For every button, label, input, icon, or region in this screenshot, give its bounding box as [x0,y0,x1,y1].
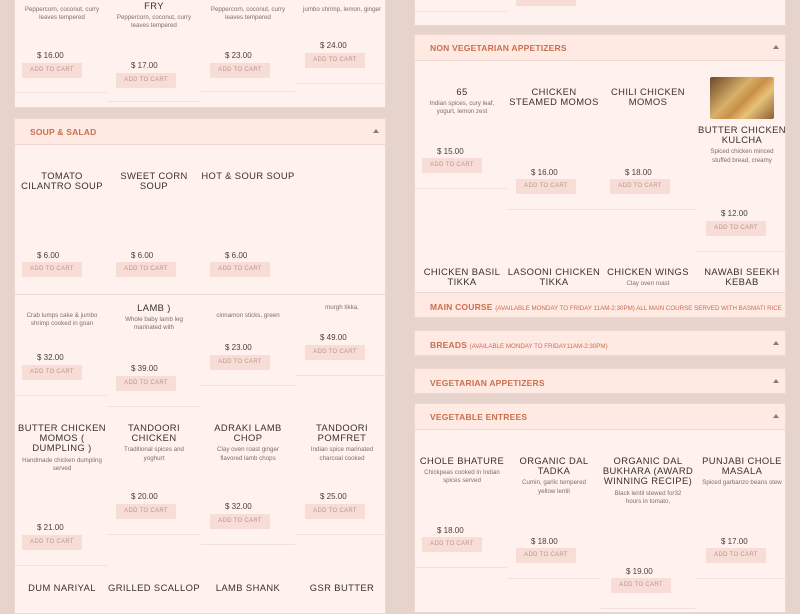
item-name: CHOLE BHATURE [419,455,505,466]
item-price: $ 49.00 [320,333,347,342]
item-desc: murgh tikka, [325,304,359,311]
divider [507,209,601,210]
divider [415,188,507,189]
divider [415,567,507,568]
item-desc: Crab lumps cake & jumbo shrimp cooked in goan [26,312,98,328]
section-title: NON VEGETARIAN APPETIZERS [430,43,567,53]
item-name: ADRAKI LAMB CHOP [214,422,282,444]
divider [601,209,695,210]
item-price: $ 18.00 [625,168,652,177]
menu-item [507,456,601,496]
divider [695,578,787,579]
item-name: NAWABI SEEKH KEBAB [704,266,780,288]
item-desc: Spiced garbanzo beans stew [702,479,782,487]
quadrant-bottom-left [0,300,400,600]
item-price: $ 18.00 [437,526,464,535]
add-to-cart-button[interactable]: ADD TO CART [210,514,270,529]
add-to-cart-button[interactable]: ADD TO CART [706,221,766,236]
menu-item [507,267,601,287]
menu-item [415,456,509,486]
quadrant-top-right [400,0,800,300]
item-name: LAMB SHANK [215,582,281,593]
add-to-cart-button[interactable]: ADD TO CART [422,158,482,173]
divider [201,544,295,545]
section-header[interactable] [15,119,385,145]
menu-item [601,87,695,107]
quadrant-bottom-right [400,300,800,600]
item-price: $ 23.00 [225,343,252,352]
item-price: $ 24.00 [320,41,347,50]
divider [507,578,601,579]
add-to-cart-button[interactable]: ADD TO CART [305,53,365,68]
menu-item [695,267,789,287]
item-name: FRY [144,0,164,11]
item-name: BUTTER CHICKEN MOMOS ( DUMPLING ) [18,422,106,454]
menu-item [295,583,389,593]
menu-item [107,171,201,191]
item-price: $ 19.00 [626,567,653,576]
tandoor-panel [14,294,386,614]
section-title: VEGETARIAN APPETIZERS [430,378,545,388]
item-name: CHICKEN BASIL TIKKA [423,266,501,288]
item-price: $ 12.00 [721,209,748,218]
menu-item [15,3,109,22]
item-price: $ 6.00 [131,251,154,260]
item-price: $ 6.00 [37,251,60,260]
item-name: 65 [456,86,468,97]
item-desc: Spiced chicken minced stuffed bread, creamy [710,148,774,164]
add-to-cart-button[interactable]: ADD TO CART [706,548,766,563]
add-to-cart-button[interactable]: ADD TO CART [210,262,270,277]
item-desc: Peppercorn, coconut, curry leaves tempered [116,14,192,30]
add-to-cart-button[interactable]: ADD TO CART [611,578,671,593]
item-desc: Cumin, garlic tempered yellow lentil [522,479,586,495]
breads-header[interactable] [414,330,786,356]
item-desc: Handmade chicken dumpling served [22,456,102,472]
non-veg-appetizers-panel [414,34,786,314]
add-to-cart-button[interactable]: ADD TO CART [516,548,576,563]
add-to-cart-button[interactable]: ADD TO CART [116,376,176,391]
divider [15,395,107,396]
item-desc: Whole baby lamb leg marinated with [125,316,183,332]
section-header[interactable] [415,35,785,61]
item-name: SWEET CORN SOUP [120,170,188,192]
item-name: CHICKEN STEAMED MOMOS [509,86,599,108]
main-course-header[interactable] [414,292,786,318]
item-desc: Peppercorn, coconut, curry leaves tempered [210,6,286,22]
chevron-up-icon[interactable] [773,414,779,418]
divider [295,534,387,535]
item-price: $ 6.00 [225,251,248,260]
food-photo[interactable] [710,77,774,119]
item-price: $ 16.00 [37,51,64,60]
menu-item [15,583,109,593]
item-desc: jumbo shrimp, lemon, ginger [302,6,382,13]
soup-salad-panel [14,118,386,318]
menu-item [201,423,295,463]
item-desc: Indian spice marinated charcoal cooked [310,446,374,462]
previous-section-panel [414,0,786,26]
menu-item [15,423,109,473]
add-to-cart-button[interactable]: ADD TO CART [116,73,176,88]
vegetarian-appetizers-header[interactable] [414,368,786,394]
menu-item [415,87,509,117]
menu-item [695,456,789,488]
item-name: TANDOORI POMFRET [316,422,368,444]
menu-item [601,267,695,288]
menu-item [201,309,295,320]
section-title-text: MAIN COURSE [430,302,493,312]
item-desc: Clay oven roast [626,280,670,288]
add-to-cart-button[interactable]: ADD TO CART [210,355,270,370]
item-price: $ 25.00 [320,492,347,501]
divider [601,608,695,609]
item-name: CHILI CHICKEN MOMOS [611,86,685,108]
add-to-cart-button[interactable]: ADD TO CART [116,504,176,519]
quadrant-top-left [0,0,400,300]
item-price: $ 21.00 [37,523,64,532]
item-desc: Clay oven roast ginger flavored lamb chops [217,446,279,462]
add-to-cart-button[interactable]: ADD TO CART [610,179,670,194]
chevron-up-icon[interactable] [773,341,779,345]
item-price: $ 39.00 [131,364,158,373]
add-to-cart-button[interactable]: ADD TO CART [22,365,82,380]
menu-item [201,583,295,593]
item-name: PUNJABI CHOLE MASALA [702,455,782,477]
menu-item [295,301,389,312]
divider [107,101,201,102]
item-name: CHICKEN WINGS [607,266,689,277]
menu-item [295,3,389,14]
menu-item [201,3,295,22]
menu-item [507,87,601,107]
menu-item [15,309,109,328]
divider [107,534,201,535]
divider [201,385,295,386]
item-price: $ 32.00 [225,502,252,511]
item-price: $ 17.00 [131,61,158,70]
item-price: $ 16.00 [531,168,558,177]
item-desc: Peppercorn, coconut, curry leaves tempered [24,6,100,22]
item-price: $ 15.00 [437,147,464,156]
menu-item [695,77,789,165]
vegetable-entrees-panel [414,403,786,613]
chevron-up-icon[interactable] [773,379,779,383]
item-name: HOT & SOUR SOUP [201,170,295,181]
item-name: TOMATO CILANTRO SOUP [21,170,103,192]
divider [15,565,107,566]
menu-item [107,583,201,593]
item-desc: Black lentil stewed for32 hours in tomato, [614,489,682,505]
menu-item [15,171,109,191]
add-to-cart-button[interactable]: ADD TO CART [305,504,365,519]
menu-item [295,423,389,463]
item-name: DUM NARIYAL [28,582,96,593]
section-subtitle: (AVAILABLE MONDAY TO FRIDAY 11AM-2:30PM) ALL MAIN COURSE SERVED WITH BASMATI RICE [495,305,782,312]
section-title-text: BREADS [430,340,468,350]
add-to-cart-button[interactable]: ADD TO CART [22,535,82,550]
menu-item [415,267,509,287]
add-to-cart-button[interactable]: ADD TO CART [210,63,270,78]
menu-item [201,171,295,181]
item-name: TANDOORI CHICKEN [128,422,180,444]
divider [295,375,387,376]
divider [201,91,295,92]
section-title: VEGETABLE ENTREES [430,412,528,422]
menu-item [601,456,695,506]
add-to-cart-button[interactable]: ADD TO CART [516,179,576,194]
item-desc: Traditional spices and yoghurt [124,446,184,462]
add-to-cart-button[interactable]: ADD TO CART [305,345,365,360]
divider [415,11,507,12]
divider [295,83,387,84]
divider [15,92,107,93]
item-name: GRILLED SCALLOP [108,582,200,593]
menu-item [107,423,201,463]
add-to-cart-button[interactable]: ADD TO CART [116,262,176,277]
add-to-cart-button[interactable]: ADD TO CART [422,537,482,552]
item-price: $ 17.00 [721,537,748,546]
section-title: SOUP & SALAD [30,127,97,137]
item-name: GSR BUTTER [309,582,375,593]
item-desc: Chickpeas cooked in Indian spices served [424,469,500,485]
item-name: ORGANIC DAL BUKHARA (AWARD WINNING RECIPE) [602,455,694,487]
item-price: $ 20.00 [131,492,158,501]
add-to-cart-button[interactable]: ADD TO CART [22,262,82,277]
item-price: $ 18.00 [531,537,558,546]
item-name: LAMB ) [137,302,171,313]
section-header[interactable] [415,404,785,430]
section-subtitle: (AVAILABLE MONDAY TO FRIDAY11AM-2:30PM) [469,343,608,350]
item-price: $ 23.00 [225,51,252,60]
menu-item [107,1,201,31]
item-price: $ 32.00 [37,353,64,362]
item-name: LASOONI CHICKEN TIKKA [507,266,601,288]
add-to-cart-button[interactable] [516,0,576,6]
item-desc: Indian spices, cury leaf, yogurt, lemon zest [429,100,495,116]
divider [695,251,787,252]
menu-item [107,303,201,333]
chevron-up-icon[interactable] [373,129,379,133]
item-name: BUTTER CHICKEN KULCHA [698,124,786,146]
divider [107,406,201,407]
section-title [430,302,782,312]
chevron-up-icon[interactable] [773,45,779,49]
item-desc: cinnamon sticks, green [216,312,280,319]
item-name: ORGANIC DAL TADKA [519,455,589,477]
section-title [430,340,608,350]
add-to-cart-button[interactable]: ADD TO CART [22,63,82,78]
seafood-panel [14,0,386,108]
